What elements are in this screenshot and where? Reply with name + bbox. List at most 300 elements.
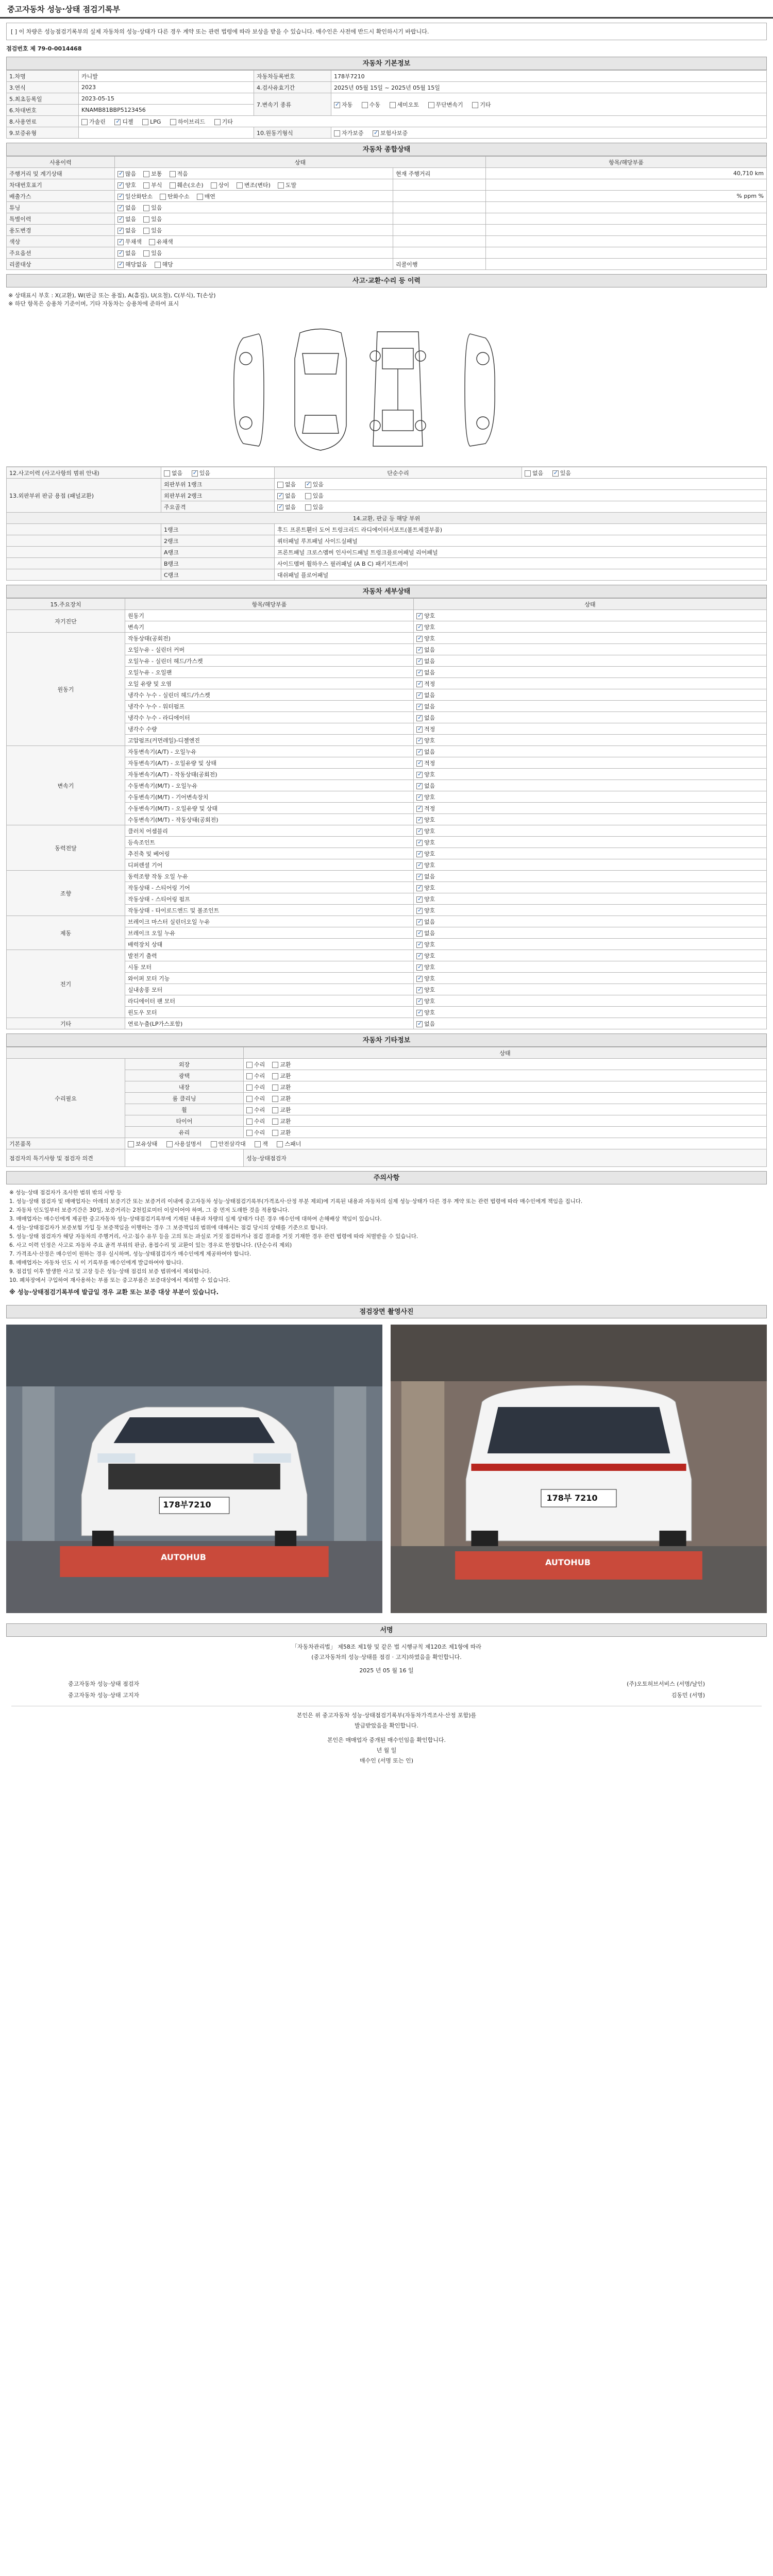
checkbox-icon bbox=[334, 102, 340, 108]
accident-history-options: 없음 ✓ 있음 bbox=[161, 467, 275, 479]
checkbox-icon bbox=[373, 130, 379, 137]
checkbox-icon bbox=[305, 482, 311, 488]
receipt-line-2: 발급받았음을 확인합니다. bbox=[355, 1722, 418, 1729]
general-row-note bbox=[393, 213, 486, 225]
checkbox-icon bbox=[277, 493, 283, 499]
checkbox-icon bbox=[416, 692, 423, 699]
checkbox-icon bbox=[416, 874, 423, 880]
checkbox-icon bbox=[149, 239, 155, 245]
opinion-value bbox=[125, 1149, 244, 1167]
checkbox-icon bbox=[277, 482, 283, 488]
checkbox-icon bbox=[416, 715, 423, 721]
detail-part: 브레이크 오일 누유 bbox=[125, 927, 414, 939]
year-label: 3.연식 bbox=[7, 82, 79, 93]
detail-group-name: 동력전달 bbox=[7, 825, 125, 871]
checkbox-icon bbox=[362, 102, 368, 108]
parts-items: 쿼터패널 루프패널 사이드실패널 bbox=[275, 535, 767, 547]
general-row-options: ✓ 없음 있음 bbox=[115, 225, 393, 236]
caution-line: 4. 성능·상태점검자가 보증보험 가입 등 보증책임을 이행하는 경우 그 보증책임의 범위에 대해서는 점검 당시의 상태를 기준으로 합니다. bbox=[9, 1225, 328, 1231]
detail-part: 작동상태 - 스티어링 펌프 bbox=[125, 893, 414, 905]
parts-row bbox=[7, 535, 767, 547]
first-reg-value: 2023-05-15 bbox=[79, 93, 254, 105]
checkbox-icon bbox=[237, 182, 243, 189]
checkbox-icon bbox=[272, 1107, 278, 1113]
general-row-note bbox=[393, 179, 486, 191]
detail-state: ✓ 없음 bbox=[414, 712, 767, 723]
other-group-name: 수리필요 bbox=[7, 1059, 125, 1138]
general-row bbox=[7, 225, 767, 236]
car-diagram bbox=[6, 312, 767, 467]
panel-work-label: 13.외판부위 판금 용접 (패널교환) bbox=[7, 479, 161, 513]
checkbox-icon bbox=[416, 930, 423, 937]
other-info-table bbox=[6, 1047, 767, 1167]
checkbox-icon bbox=[428, 102, 434, 108]
detail-state: ✓ 양호 bbox=[414, 791, 767, 803]
detail-state: ✓ 없음 bbox=[414, 746, 767, 757]
checkbox-icon bbox=[117, 171, 124, 177]
warranty-blank bbox=[79, 127, 254, 139]
checkbox-icon bbox=[416, 760, 423, 767]
detail-part: 연료누출(LP가스포함) bbox=[125, 1018, 414, 1029]
other-item: 룸 클리닝 bbox=[125, 1093, 244, 1104]
parts-row-blank bbox=[7, 547, 161, 558]
detail-part: 수동변속기(M/T) - 오일누유 bbox=[125, 780, 414, 791]
legend-line-1: ※ 상태표시 부호 : X(교환), W(판금 또는 용접), A(흠집), U(요철), C(부식), T(손상) bbox=[8, 292, 216, 299]
general-row-value bbox=[486, 179, 767, 191]
notifier-name: 김동민 (서명) bbox=[671, 1692, 705, 1699]
car-name-label: 1.차명 bbox=[7, 71, 79, 82]
general-row-value: 40,710 km bbox=[486, 168, 767, 179]
general-row bbox=[7, 259, 767, 270]
checkbox-icon bbox=[416, 658, 423, 665]
general-row-note bbox=[393, 225, 486, 236]
other-options: 수리 교환 bbox=[244, 1093, 767, 1104]
other-options: 수리 교환 bbox=[244, 1115, 767, 1127]
car-name-value: 카니발 bbox=[79, 71, 254, 82]
basic-info-header: 자동차 기본정보 bbox=[6, 57, 767, 70]
checkbox-icon bbox=[117, 262, 124, 268]
detail-row bbox=[7, 871, 767, 882]
checkbox-icon bbox=[170, 119, 176, 125]
checkbox-icon bbox=[272, 1062, 278, 1068]
detail-group-name: 전기 bbox=[7, 950, 125, 1018]
general-row bbox=[7, 179, 767, 191]
parts-row bbox=[7, 558, 767, 569]
rank1-options: 없음 ✓ 있음 bbox=[275, 479, 767, 490]
detail-part: 오일누유 - 오일팬 bbox=[125, 667, 414, 678]
general-row-label: 리콜대상 bbox=[7, 259, 115, 270]
signature-date: 2025 년 05 월 16 일 bbox=[359, 1667, 414, 1674]
detail-row bbox=[7, 950, 767, 961]
detail-part: 시동 모터 bbox=[125, 961, 414, 973]
detail-state: ✓ 없음 bbox=[414, 780, 767, 791]
detail-part: 오일누유 - 실린더 커버 bbox=[125, 644, 414, 655]
photo-header: 점검장면 촬영사진 bbox=[6, 1305, 767, 1318]
receipt-line-1: 본인은 위 중고자동차 성능·상태점검기록부(자동차가격조사·산정 포함)를 bbox=[296, 1712, 477, 1719]
parts-items: 사이드멤버 휠하우스 필러패널 (A B C) 패키지트레이 bbox=[275, 558, 767, 569]
general-row-value bbox=[486, 247, 767, 259]
checkbox-icon bbox=[155, 262, 161, 268]
checkbox-icon bbox=[416, 794, 423, 801]
warranty-label: 9.보증유형 bbox=[7, 127, 79, 139]
detail-part: 자동변속기(A/T) - 오일누유 bbox=[125, 746, 414, 757]
detail-part: 자동변속기(A/T) - 오일유량 및 상태 bbox=[125, 757, 414, 769]
detail-group-name: 제동 bbox=[7, 916, 125, 950]
checkbox-icon bbox=[117, 182, 124, 189]
buyer-date: 년 월 일 bbox=[376, 1747, 397, 1754]
checkbox-icon bbox=[277, 504, 283, 511]
checkbox-icon bbox=[143, 228, 149, 234]
checkbox-icon bbox=[192, 470, 198, 477]
cert-number: 79-0-0014468 bbox=[37, 45, 82, 52]
general-row-label: 배출가스 bbox=[7, 191, 115, 202]
caution-line: ※ 성능·상태 점검자가 조사한 범위 밖의 사항 등 bbox=[9, 1190, 122, 1196]
structure-options: ✓ 없음 있음 bbox=[275, 501, 767, 513]
detail-state: ✓ 양호 bbox=[414, 769, 767, 780]
checkbox-icon bbox=[416, 772, 423, 778]
checkbox-icon bbox=[114, 119, 121, 125]
checkbox-icon bbox=[246, 1107, 253, 1113]
checkbox-icon bbox=[278, 182, 284, 189]
general-col-history: 사용이력 bbox=[7, 157, 115, 168]
checkbox-icon bbox=[117, 216, 124, 223]
checkbox-icon bbox=[170, 182, 176, 189]
checkbox-icon bbox=[211, 1141, 217, 1147]
buyer-line: 본인은 매매업자 중개된 매수인임을 확인합니다. bbox=[327, 1737, 446, 1743]
other-item: 타이어 bbox=[125, 1115, 244, 1127]
detail-state: ✓ 양호 bbox=[414, 905, 767, 916]
checkbox-icon bbox=[334, 130, 340, 137]
detail-col-item: 항목/해당부품 bbox=[125, 599, 414, 610]
opinion-label: 점검자의 특기사항 및 점검자 의견 bbox=[7, 1149, 125, 1167]
detail-row bbox=[7, 825, 767, 837]
notice-text: [ ] 이 차량은 성능점검기록부의 실제 자동차의 성능·상태가 다른 경우 계약 또는 관련 법령에 따라 보상을 받을 수 있습니다. 매수인은 사전에 반드시 확인하시기 바랍니다. bbox=[11, 28, 429, 35]
detail-part: 작동상태(공회전) bbox=[125, 633, 414, 644]
parts-items: 프론트패널 크로스멤버 인사이드패널 트렁크플로어패널 리어패널 bbox=[275, 547, 767, 558]
checkbox-icon bbox=[272, 1073, 278, 1079]
general-row-label: 튜닝 bbox=[7, 202, 115, 213]
detail-part: 발전기 출력 bbox=[125, 950, 414, 961]
detail-group-name: 기타 bbox=[7, 1018, 125, 1029]
detail-state: ✓ 양호 bbox=[414, 939, 767, 950]
checkbox-icon bbox=[416, 624, 423, 631]
checker-label: 중고자동차 성능·상태 점검자 bbox=[68, 1681, 140, 1687]
detail-state: ✓ 양호 bbox=[414, 610, 767, 621]
checkbox-icon bbox=[214, 119, 221, 125]
detail-state: ✓ 양호 bbox=[414, 973, 767, 984]
detail-part: 배력장치 상태 bbox=[125, 939, 414, 950]
parts-row-blank bbox=[7, 535, 161, 547]
parts-rank: C랭크 bbox=[161, 569, 275, 581]
checkbox-icon bbox=[142, 119, 148, 125]
general-row-options: ✓ 없음 있음 bbox=[115, 213, 393, 225]
checkbox-icon bbox=[416, 613, 423, 619]
checkbox-icon bbox=[117, 250, 124, 257]
general-row-value: % ppm % bbox=[486, 191, 767, 202]
checkbox-icon bbox=[416, 749, 423, 755]
detail-part: 자동변속기(A/T) - 작동상태(공회전) bbox=[125, 769, 414, 780]
general-row-label: 특별이력 bbox=[7, 213, 115, 225]
detail-state: ✓ 없음 bbox=[414, 655, 767, 667]
detail-state: ✓ 양호 bbox=[414, 621, 767, 633]
checkbox-icon bbox=[272, 1096, 278, 1102]
fuel-options: 가솔린 ✓ 디젤 LPG 하이브리드 기타 bbox=[79, 116, 767, 127]
general-row-note: 현재 주행거리 bbox=[393, 168, 486, 179]
signature-statement-2: (중고자동차의 성능·상태를 점검 · 고지)하였음을 확인합니다. bbox=[311, 1654, 462, 1660]
other-options: 수리 교환 bbox=[244, 1081, 767, 1093]
general-row-value bbox=[486, 259, 767, 270]
checkbox-icon bbox=[416, 964, 423, 971]
rank2-label: 외판부위 2랭크 bbox=[161, 490, 275, 501]
checkbox-icon bbox=[246, 1118, 253, 1125]
front-brand-sign: AUTOHUB bbox=[161, 1552, 206, 1562]
signature-header: 서명 bbox=[6, 1623, 767, 1637]
caution-header: 주의사항 bbox=[6, 1171, 767, 1184]
detail-state: ✓ 양호 bbox=[414, 837, 767, 848]
detail-group-name: 조향 bbox=[7, 871, 125, 916]
accident-header: 사고·교환·수리 등 이력 bbox=[6, 274, 767, 287]
checkbox-icon bbox=[416, 953, 423, 959]
first-reg-label: 5.최초등록일 bbox=[7, 93, 79, 105]
detail-part: 변속기 bbox=[125, 621, 414, 633]
checkbox-icon bbox=[272, 1118, 278, 1125]
rear-photo bbox=[391, 1325, 767, 1613]
buyer-sign: 매수인 (서명 또는 인) bbox=[359, 1757, 414, 1764]
simple-repair-options: 없음 ✓ 있음 bbox=[522, 467, 767, 479]
detail-row bbox=[7, 633, 767, 644]
parts-row-blank bbox=[7, 569, 161, 581]
general-row-label: 주행거리 및 계기상태 bbox=[7, 168, 115, 179]
detail-part: 수동변속기(M/T) - 오일유량 및 상태 bbox=[125, 803, 414, 814]
checkbox-icon bbox=[143, 216, 149, 223]
checkbox-icon bbox=[164, 470, 170, 477]
checkbox-icon bbox=[272, 1130, 278, 1136]
checkbox-icon bbox=[305, 493, 311, 499]
caution-line: 8. 매매업자는 자동차 인도 시 이 기록부를 매수인에게 발급하여야 합니다. bbox=[9, 1260, 183, 1266]
detail-state: ✓ 없음 bbox=[414, 916, 767, 927]
other-options: 수리 교환 bbox=[244, 1059, 767, 1070]
checkbox-icon bbox=[197, 194, 203, 200]
checkbox-icon bbox=[246, 1073, 253, 1079]
checkbox-icon bbox=[416, 987, 423, 993]
notifier-label: 중고자동차 성능·상태 고지자 bbox=[68, 1692, 140, 1699]
detail-part: 냉각수 수량 bbox=[125, 723, 414, 735]
other-item: 광택 bbox=[125, 1070, 244, 1081]
detail-part: 와이퍼 모터 기능 bbox=[125, 973, 414, 984]
legend-line-2: ※ 하단 항목은 승용차 기준이며, 기타 자동차는 승용차에 준하여 표시 bbox=[8, 300, 179, 307]
caution-line: 2. 자동차 인도일부터 보증기간은 30일, 보증거리는 2천킬로미터 이상이어야 하며, 그 중 먼저 도래한 것을 적용합니다. bbox=[9, 1207, 290, 1213]
detail-state: ✓ 양호 bbox=[414, 633, 767, 644]
checkbox-icon bbox=[416, 828, 423, 835]
accident-history-label: 12.사고이력 (사고사항의 범위 안내) bbox=[7, 467, 161, 479]
general-col-parts: 항목/해당부품 bbox=[486, 157, 767, 168]
front-photo bbox=[6, 1325, 382, 1613]
caution-line: 3. 매매업자는 매수인에게 제공한 중고자동차 성능·상태점검기록부에 기재된 내용과 차량의 실제 상태가 다른 경우 매수인에 대하여 손해배상 책임이 있습니다. bbox=[9, 1216, 382, 1222]
checkbox-icon bbox=[143, 182, 149, 189]
detail-group-name: 원동기 bbox=[7, 633, 125, 746]
basic-items-label: 기본품목 bbox=[7, 1138, 125, 1149]
checkbox-icon bbox=[81, 119, 88, 125]
caution-line: 1. 성능·상태 점검자 및 매매업자는 아래의 보증기간 또는 보증거리 이내에 중고자동차 성능·상태점검기록부(가격조사·산정 부분 제외)에 기록된 내용과 자동차의 실제 성능·상태가 다른 경우 계약 또는 관련 법령에 따라 매수인에게 책임을 집니다. bbox=[9, 1198, 583, 1205]
parts-header: 14.교환, 판금 등 해당 부위 bbox=[7, 513, 767, 524]
checkbox-icon bbox=[128, 1141, 134, 1147]
checkbox-icon bbox=[416, 862, 423, 869]
detail-state: ✓ 양호 bbox=[414, 848, 767, 859]
general-row-options: ✓ 해당없음 해당 bbox=[115, 259, 393, 270]
checkbox-icon bbox=[416, 738, 423, 744]
checkbox-icon bbox=[416, 726, 423, 733]
general-row-note bbox=[393, 202, 486, 213]
checkbox-icon bbox=[117, 194, 124, 200]
general-row-options: ✓ 많음 보통 적음 bbox=[115, 168, 393, 179]
detail-header: 자동차 세부상태 bbox=[6, 585, 767, 598]
checkbox-icon bbox=[525, 470, 531, 477]
fuel-label: 8.사용연료 bbox=[7, 116, 79, 127]
caution-line: 7. 가격조사·산정은 매수인이 원하는 경우 실시하며, 성능·상태점검자가 매수인에게 제공하여야 합니다. bbox=[9, 1251, 251, 1257]
detail-table bbox=[6, 598, 767, 1029]
detail-part: 냉각수 누수 - 실린더 헤드/가스켓 bbox=[125, 689, 414, 701]
checkbox-icon bbox=[416, 670, 423, 676]
detail-part: 브레이크 마스터 실린더오일 누유 bbox=[125, 916, 414, 927]
other-item: 휠 bbox=[125, 1104, 244, 1115]
detail-part: 등속조인트 bbox=[125, 837, 414, 848]
signature-statement-1: 「자동차관리법」 제58조 제1항 및 같은 법 시행규칙 제120조 제1항에 따라 bbox=[291, 1643, 482, 1650]
general-row-value bbox=[486, 202, 767, 213]
signature-block bbox=[6, 1637, 767, 1771]
caution-emphasis: ※ 성능·상태점검기록부에 발급일 경우 교환 또는 보증 대상 부분이 있습니다. bbox=[9, 1289, 219, 1296]
general-row bbox=[7, 168, 767, 179]
detail-part: 수동변속기(M/T) - 작동상태(공회전) bbox=[125, 814, 414, 825]
checkbox-icon bbox=[416, 647, 423, 653]
photo-row bbox=[6, 1318, 767, 1619]
detail-part: 오일 유량 및 오염 bbox=[125, 678, 414, 689]
checkbox-icon bbox=[416, 704, 423, 710]
general-row bbox=[7, 236, 767, 247]
checkbox-icon bbox=[143, 171, 149, 177]
detail-part: 오일누유 - 실린더 헤드/가스켓 bbox=[125, 655, 414, 667]
detail-part: 실내송풍 모터 bbox=[125, 984, 414, 995]
general-row-value bbox=[486, 213, 767, 225]
accident-table bbox=[6, 467, 767, 581]
parts-row bbox=[7, 547, 767, 558]
detail-part: 냉각수 누수 - 라디에이터 bbox=[125, 712, 414, 723]
detail-state: ✓ 양호 bbox=[414, 893, 767, 905]
checker-row bbox=[11, 1679, 762, 1690]
parts-row bbox=[7, 569, 767, 581]
transmission-options: ✓ 자동 수동 세미오토 무단변속기 기타 bbox=[331, 93, 767, 116]
checkbox-icon bbox=[246, 1062, 253, 1068]
parts-rank: 1랭크 bbox=[161, 524, 275, 535]
caution-line: 5. 성능·상태 점검자가 해당 자동차의 주행거리, 사고·침수 유무 등을 고의 또는 과실로 거짓 점검하거나 점검 결과를 거짓 기재한 경우 관련 법령에 따라 처벌받을 수 있습니다. bbox=[9, 1233, 418, 1240]
caution-text bbox=[6, 1184, 767, 1301]
cert-number-line bbox=[6, 44, 767, 53]
checkbox-icon bbox=[272, 1084, 278, 1091]
detail-part: 추진축 및 베어링 bbox=[125, 848, 414, 859]
detail-state: ✓ 없음 bbox=[414, 871, 767, 882]
checkbox-icon bbox=[416, 783, 423, 789]
checkbox-icon bbox=[143, 250, 149, 257]
detail-col-device: 15.주요장치 bbox=[7, 599, 125, 610]
motor-label: 10.원동기형식 bbox=[254, 127, 331, 139]
checkbox-icon bbox=[246, 1084, 253, 1091]
detail-part: 냉각수 누수 - 워터펌프 bbox=[125, 701, 414, 712]
detail-part: 작동상태 - 타이로드엔드 및 볼조인트 bbox=[125, 905, 414, 916]
checkbox-icon bbox=[117, 239, 124, 245]
rank2-options: ✓ 없음 있음 bbox=[275, 490, 767, 501]
rear-plate: 178부 7210 bbox=[546, 1493, 598, 1503]
checkbox-icon bbox=[390, 102, 396, 108]
detail-part: 동력조향 작동 오일 누유 bbox=[125, 871, 414, 882]
detail-part: 수동변속기(M/T) - 기어변속장치 bbox=[125, 791, 414, 803]
detail-state: ✓ 적정 bbox=[414, 678, 767, 689]
detail-part: 라디에이터 팬 모터 bbox=[125, 995, 414, 1007]
detail-state: ✓ 양호 bbox=[414, 961, 767, 973]
other-info-header: 자동차 기타정보 bbox=[6, 1033, 767, 1047]
detail-state: ✓ 없음 bbox=[414, 644, 767, 655]
other-state-head: 상태 bbox=[244, 1047, 767, 1059]
detail-state: ✓ 양호 bbox=[414, 1007, 767, 1018]
checkbox-icon bbox=[211, 182, 217, 189]
simple-repair-label: 단순수리 bbox=[275, 467, 522, 479]
parts-rank: B랭크 bbox=[161, 558, 275, 569]
general-row-options: ✓ 없음 있음 bbox=[115, 247, 393, 259]
other-options: 수리 교환 bbox=[244, 1104, 767, 1115]
checkbox-icon bbox=[416, 919, 423, 925]
general-row-note bbox=[393, 247, 486, 259]
parts-row-blank bbox=[7, 558, 161, 569]
detail-row bbox=[7, 1018, 767, 1029]
reg-number-label: 자동차등록번호 bbox=[254, 71, 331, 82]
other-item: 내장 bbox=[125, 1081, 244, 1093]
detail-state: ✓ 양호 bbox=[414, 950, 767, 961]
checkbox-icon bbox=[305, 504, 311, 511]
structure-label: 주요골격 bbox=[161, 501, 275, 513]
detail-state: ✓ 양호 bbox=[414, 825, 767, 837]
other-row bbox=[7, 1059, 767, 1070]
parts-row bbox=[7, 524, 767, 535]
rank1-label: 외판부위 1랭크 bbox=[161, 479, 275, 490]
other-blank-head bbox=[7, 1047, 244, 1059]
general-row-value bbox=[486, 236, 767, 247]
checkbox-icon bbox=[416, 817, 423, 823]
other-item: 유리 bbox=[125, 1127, 244, 1138]
general-row-label: 용도변경 bbox=[7, 225, 115, 236]
detail-state: ✓ 없음 bbox=[414, 927, 767, 939]
checker-name: (주)오토허브서비스 (서명/날인) bbox=[627, 1681, 705, 1687]
detail-state: ✓ 양호 bbox=[414, 995, 767, 1007]
detail-state: ✓ 양호 bbox=[414, 882, 767, 893]
detail-state: ✓ 적정 bbox=[414, 757, 767, 769]
general-row-value bbox=[486, 225, 767, 236]
general-row-options: ✓ 무채색 유채색 bbox=[115, 236, 393, 247]
detail-part: 윈도우 모터 bbox=[125, 1007, 414, 1018]
general-row bbox=[7, 247, 767, 259]
document-title: 중고자동차 성능·상태 점검기록부 bbox=[0, 0, 773, 19]
year-value: 2023 bbox=[79, 82, 254, 93]
detail-group-name: 변속기 bbox=[7, 746, 125, 825]
caution-line: 10. 폐차장에서 구입하여 재사용하는 부품 또는 중고부품은 보증대상에서 제외할 수 있습니다. bbox=[9, 1277, 230, 1283]
general-state-table bbox=[6, 156, 767, 270]
checkbox-icon bbox=[416, 636, 423, 642]
detail-row bbox=[7, 610, 767, 621]
checkbox-icon bbox=[416, 840, 423, 846]
general-row bbox=[7, 202, 767, 213]
detail-part: 원동기 bbox=[125, 610, 414, 621]
detail-state: ✓ 없음 bbox=[414, 689, 767, 701]
valid-period-label: 4.검사유효기간 bbox=[254, 82, 331, 93]
checkbox-icon bbox=[160, 194, 166, 200]
checkbox-icon bbox=[416, 681, 423, 687]
